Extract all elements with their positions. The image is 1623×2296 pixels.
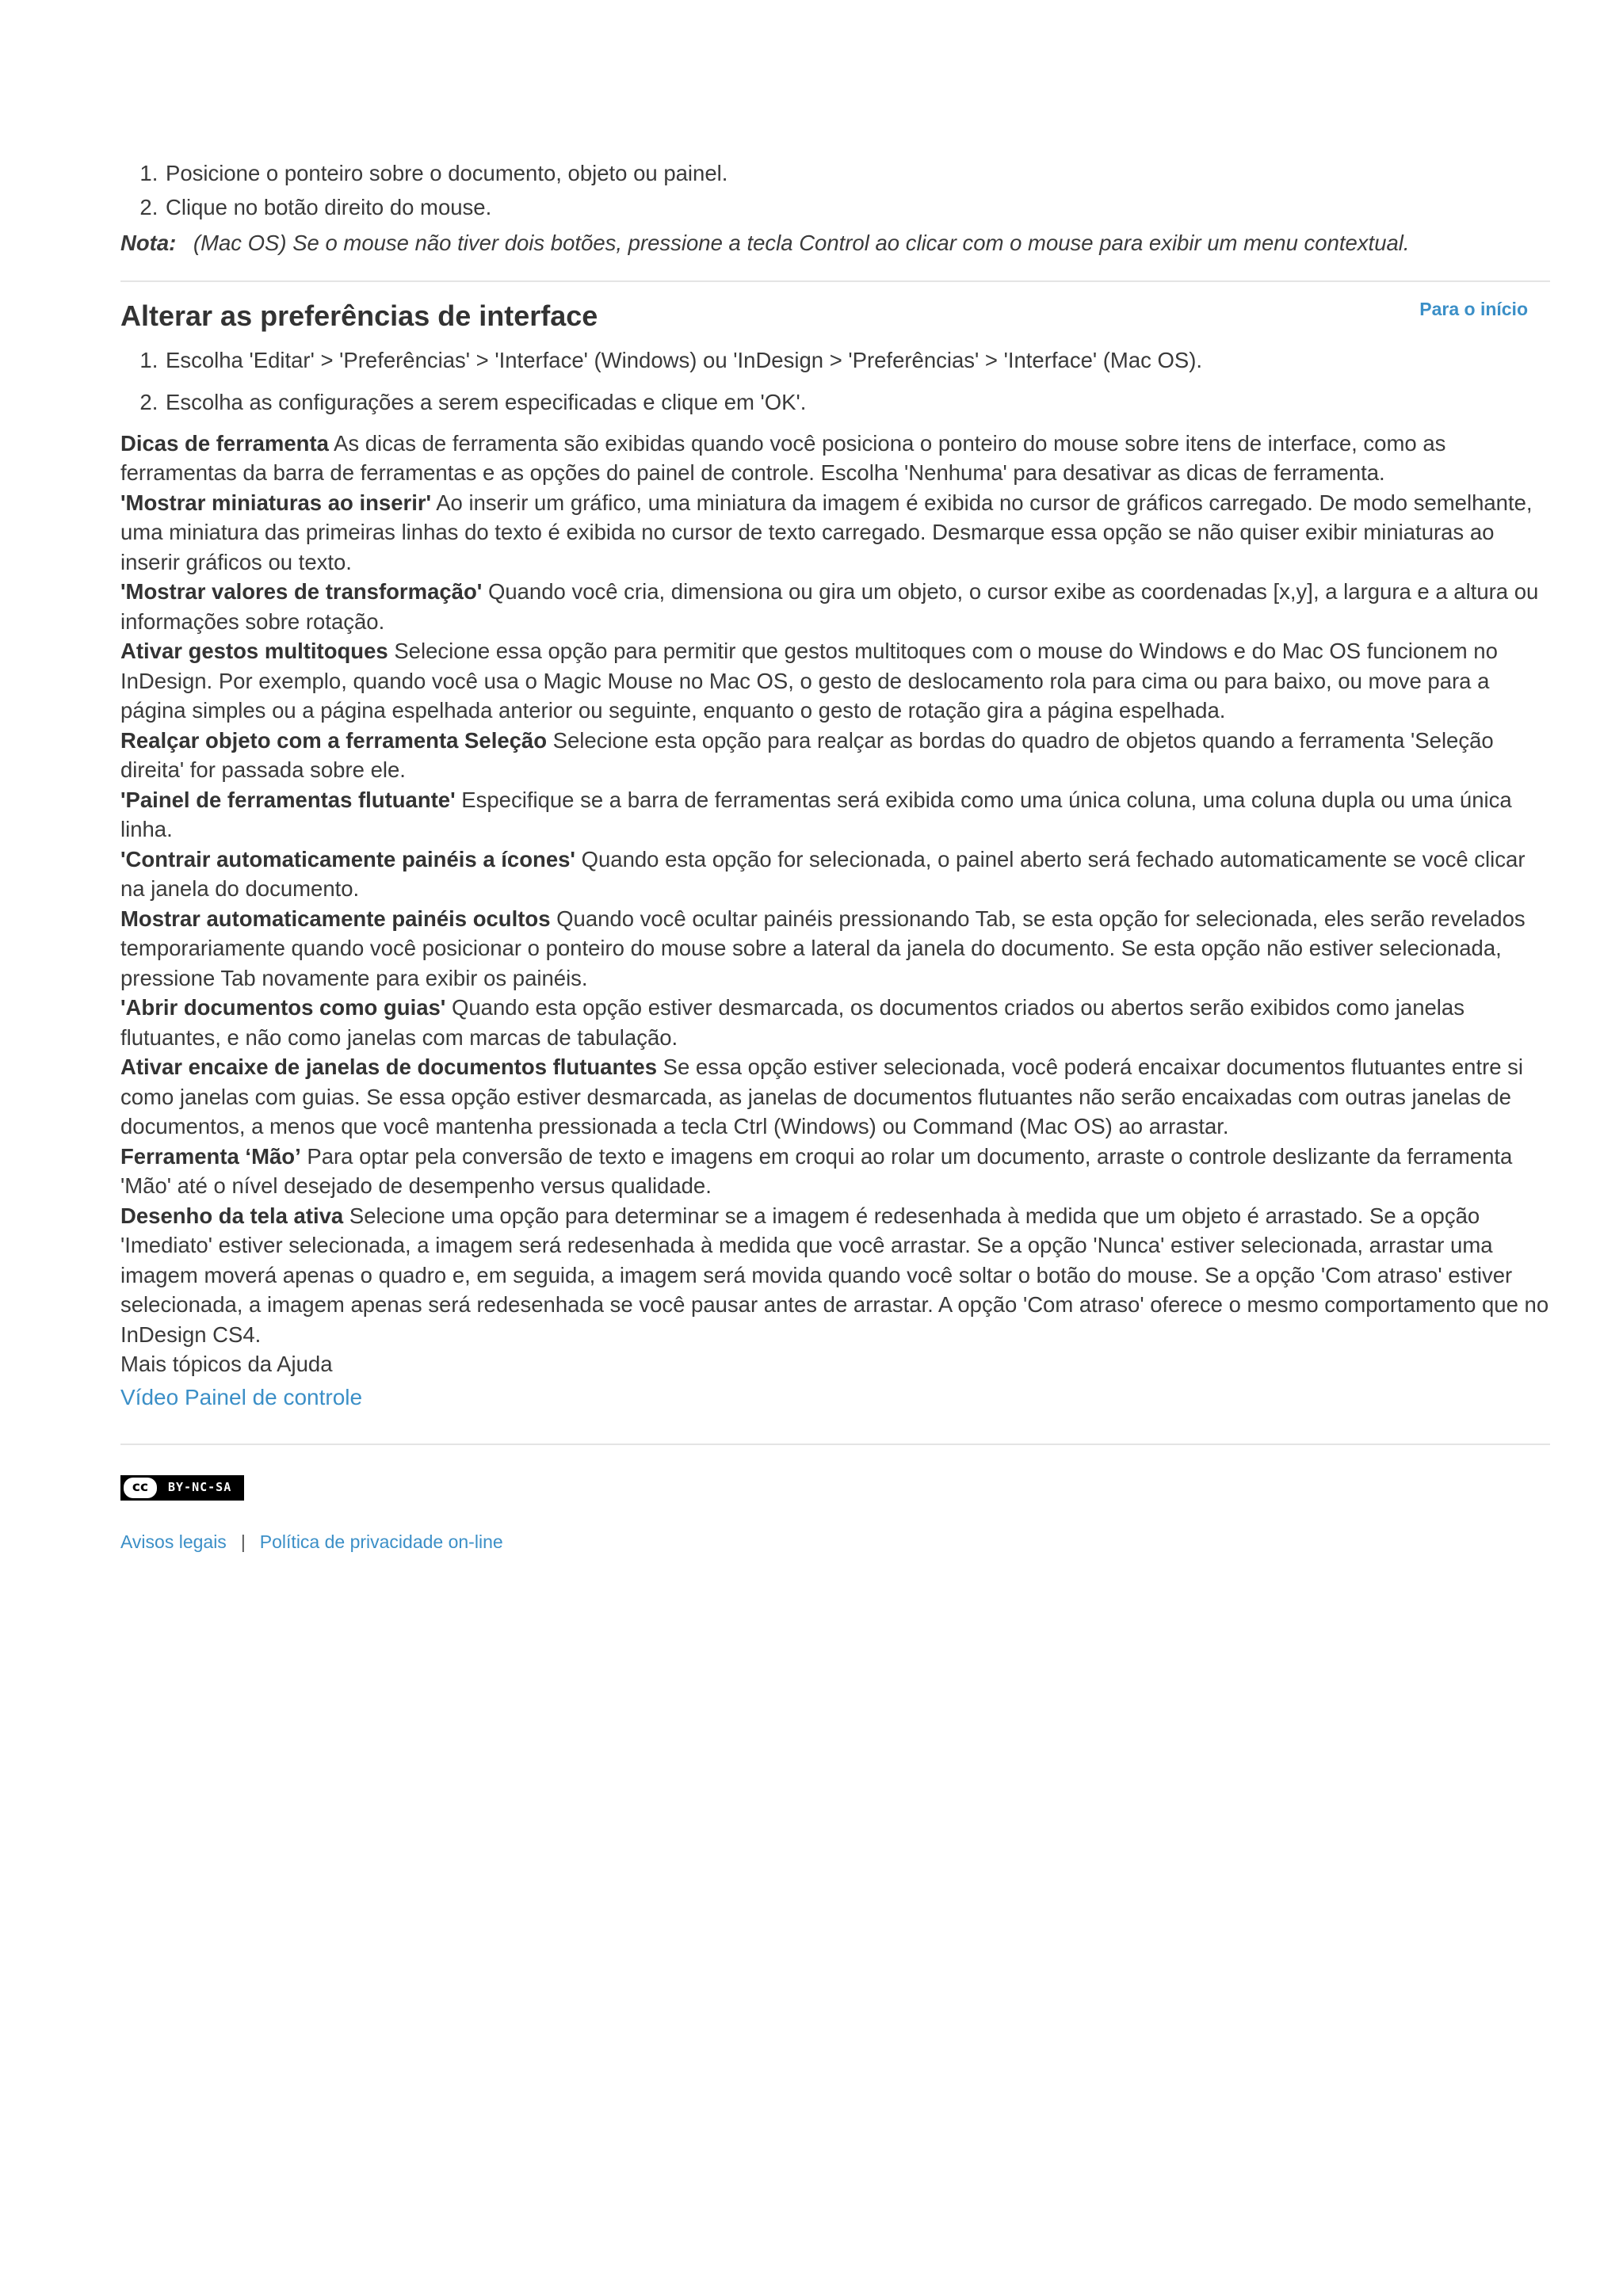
definition-item: [120, 636, 1550, 726]
definition-item: [120, 845, 1550, 904]
legal-notices-link[interactable]: Avisos legais: [120, 1531, 227, 1552]
top-steps-list: [120, 158, 1550, 222]
note-label: Nota:: [120, 231, 177, 255]
footer-separator: |: [240, 1531, 246, 1552]
definition-term: Ferramenta ‘Mão’: [120, 1143, 301, 1169]
definition-text: Quando esta opção estiver desmarcada, os documentos criados ou abertos serão exibidos como janelas flutuantes, e não como janelas com marcas de tabulação.: [120, 995, 1465, 1050]
definition-text: Quando você ocultar painéis pressionando Tab, se esta opção for selecionada, eles serão revelados temporariamente quando você posicionar o ponteiro do mouse sobre a lateral da janela do documento. Se esta opção não estiver selecionada, pressione Tab novamente para exibir os painéis.: [120, 906, 1526, 990]
definition-term: Dicas de ferramenta: [120, 430, 329, 456]
license-text: BY-NC-SA: [168, 1480, 232, 1495]
definition-term: Ativar encaixe de janelas de documentos flutuantes: [120, 1055, 658, 1079]
definition-term: 'Abrir documentos como guias': [120, 995, 446, 1020]
definition-text: Ao inserir um gráfico, uma miniatura da imagem é exibida no cursor de gráficos carregado. De modo semelhante, uma miniatura das primeiras linhas do texto é exibida no cursor de texto carregado. Desmarque essa opção se não quiser exibir miniaturas ao inserir gráficos ou texto.: [120, 490, 1533, 574]
definition-item: [120, 726, 1550, 785]
definition-text: Selecione esta opção para realçar as bordas do quadro de objetos quando a ferramenta 'Seleção direita' for passada sobre ele.: [120, 727, 1494, 782]
definition-item: [120, 1052, 1550, 1142]
footer: [120, 1527, 1550, 1558]
definition-item: [120, 577, 1550, 636]
definition-text: Selecione essa opção para permitir que gestos multitoques com o mouse do Windows e do Mac OS funcionem no InDesign. Por exemplo, quando você usa o Magic Mouse no Mac OS, o gesto de deslocamento rola para cima ou para baixo, ou move para a página simples ou a página espelhada anterior ou seguinte, enquanto o gesto de rotação gira a página espelhada.: [120, 639, 1498, 723]
cc-icon: cc: [124, 1478, 157, 1498]
definition-term: 'Mostrar miniaturas ao inserir': [120, 490, 432, 515]
definition-text: Especifique se a barra de ferramentas será exibida como uma única coluna, uma coluna dupla ou uma única linha.: [120, 787, 1512, 841]
note: [120, 228, 1550, 258]
definition-text: Quando você cria, dimensiona ou gira um objeto, o cursor exibe as coordenadas [x,y], a largura e a altura ou informações sobre rotação.: [120, 579, 1539, 634]
section-steps-list: [120, 345, 1550, 418]
definition-term: Mostrar automaticamente painéis ocultos: [120, 906, 551, 931]
divider: [120, 1444, 1550, 1445]
definition-text: As dicas de ferramenta são exibidas quando você posiciona o ponteiro do mouse sobre itens de interface, como as ferramentas da barra de ferramentas e as opções do painel de controle. Escolha 'Nenhuma' para desativar as dicas de ferramenta.: [120, 430, 1446, 485]
definition-item: [120, 429, 1550, 488]
definition-item: [120, 993, 1550, 1052]
definition-term: Ativar gestos multitoques: [120, 639, 388, 663]
definition-text: Se essa opção estiver selecionada, você poderá encaixar documentos flutuantes entre si como janelas com guias. Se essa opção estiver desmarcada, as janelas de documentos flutuantes não serão encaixadas com outras janelas de documentos, a menos que você mantenha pressionada a tecla Ctrl (Windows) ou Command (Mac OS) ao arrastar.: [120, 1055, 1524, 1138]
list-item: 2. Clique no botão direito do mouse.: [164, 193, 1550, 223]
back-to-top-link[interactable]: Para o início: [1419, 298, 1528, 319]
definition-term: Realçar objeto com a ferramenta Seleção: [120, 727, 548, 753]
list-item: 2. Escolha as configurações a serem especificadas e clique em 'OK'.: [164, 387, 1550, 418]
definition-item: [120, 1142, 1550, 1201]
creative-commons-license-badge[interactable]: [120, 1475, 244, 1501]
definition-term: 'Mostrar valores de transformação': [120, 579, 483, 604]
definition-item: [120, 1201, 1550, 1350]
video-link[interactable]: Vídeo Painel de controle: [120, 1384, 363, 1409]
definition-term: 'Contrair automaticamente painéis a ícones': [120, 846, 575, 871]
definition-text: Selecione uma opção para determinar se a imagem é redesenhada à medida que um objeto é arrastado. Se a opção 'Imediato' estiver selecionada, a imagem será redesenhada à medida que você arrastar. Se a opção 'Nunca' estiver selecionada, arrastar uma imagem moverá apenas o quadro e, em seguida, a imagem será movida quando você soltar o botão do mouse. Se a opção 'Com atraso' estiver selecionada, a imagem apenas será redesenhada se você pausar antes de arrastar. A opção 'Com atraso' oferece o mesmo comportamento que no InDesign CS4.: [120, 1203, 1549, 1347]
privacy-policy-link[interactable]: Política de privacidade on-line: [259, 1531, 503, 1552]
more-topics-label: Mais tópicos da Ajuda: [120, 1352, 333, 1376]
note-text: (Mac OS) Se o mouse não tiver dois botões, pressione a tecla Control ao clicar com o mouse para exibir um menu contextual.: [193, 231, 1410, 255]
definition-list: [120, 429, 1550, 1350]
list-item: 1. Escolha 'Editar' > 'Preferências' > 'Interface' (Windows) ou 'InDesign > 'Preferências' > 'Interface' (Mac OS).: [164, 345, 1550, 376]
definition-term: 'Painel de ferramentas flutuante': [120, 787, 456, 812]
definition-text: Para optar pela conversão de texto e imagens em croqui ao rolar um documento, arraste o controle deslizante da ferramenta 'Mão' até o nível desejado de desempenho versus qualidade.: [120, 1143, 1513, 1198]
definition-term: Desenho da tela ativa: [120, 1203, 344, 1228]
section-title: Alterar as preferências de interface: [120, 299, 598, 332]
definition-text: Quando esta opção for selecionada, o painel aberto será fechado automaticamente se você clicar na janela do documento.: [120, 846, 1526, 901]
section-header: [120, 298, 1550, 339]
divider: [120, 280, 1550, 282]
definition-item: [120, 904, 1550, 994]
list-item: 1. Posicione o ponteiro sobre o documento, objeto ou painel.: [164, 158, 1550, 189]
definition-item: [120, 488, 1550, 578]
document-page: [120, 158, 1550, 1558]
definition-item: [120, 785, 1550, 845]
